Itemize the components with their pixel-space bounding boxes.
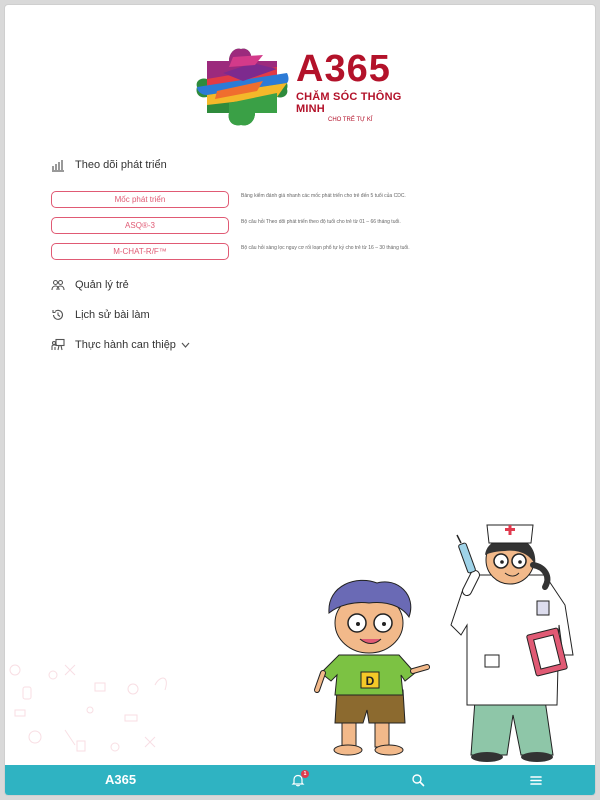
notification-badge: 1 xyxy=(301,770,309,778)
history-icon xyxy=(51,308,65,322)
bottom-navigation-bar xyxy=(5,765,596,795)
development-submenu xyxy=(51,191,571,269)
asq3-button[interactable]: ASQ®-3 xyxy=(51,217,229,234)
menu-label-development: Theo dõi phát triển xyxy=(75,159,167,171)
logo-text xyxy=(296,49,418,123)
menu-item-practice[interactable] xyxy=(51,335,571,355)
brand-subtagline: CHO TRẺ TỰ KỈ xyxy=(328,117,373,123)
menu-item-history[interactable] xyxy=(51,305,571,325)
search-icon[interactable] xyxy=(411,773,425,787)
mchat-description: Bộ câu hỏi sàng lọc nguy cơ rối loạn phổ tự kỷ cho trẻ từ 16 – 30 tháng tuổi. xyxy=(241,245,410,251)
bottom-bar-brand[interactable]: A365 xyxy=(105,772,137,787)
bell-icon[interactable] xyxy=(291,773,305,787)
submenu-row xyxy=(51,191,571,217)
asq3-description: Bộ câu hỏi Theo dõi phát triển theo độ tuổi cho trẻ từ 01 – 66 tháng tuổi. xyxy=(241,219,401,225)
app-logo xyxy=(193,33,418,129)
brand-tagline: CHĂM SÓC THÔNG MINH xyxy=(296,91,402,115)
doctor-figure xyxy=(451,525,573,762)
submenu-row xyxy=(51,243,571,269)
menu-item-children[interactable] xyxy=(51,275,571,295)
svg-text:D: D xyxy=(365,674,375,688)
main-menu xyxy=(51,155,571,355)
teaching-icon xyxy=(51,338,65,352)
child-figure xyxy=(317,580,427,755)
page xyxy=(4,4,596,796)
menu-label-children: Quản lý trẻ xyxy=(75,279,129,291)
menu-label-practice: Thực hành can thiệp xyxy=(75,339,176,351)
users-icon xyxy=(51,278,65,292)
bar-chart-icon xyxy=(51,158,65,172)
submenu-row xyxy=(51,217,571,243)
puzzle-logo-icon xyxy=(193,33,291,129)
brand-name: A365 xyxy=(296,48,391,90)
medical-doodles-icon xyxy=(10,665,166,751)
milestones-description: Bảng kiểm đánh giá nhanh các mốc phát triển cho trẻ đến 5 tuổi của CDC. xyxy=(241,193,406,199)
menu-label-history: Lịch sử bài làm xyxy=(75,309,150,321)
doctor-and-child-illustration xyxy=(5,505,596,767)
menu-item-development[interactable] xyxy=(51,155,571,175)
mchat-button[interactable]: M-CHAT-R/F™ xyxy=(51,243,229,260)
chevron-down-icon[interactable] xyxy=(181,340,190,350)
milestones-button[interactable]: Mốc phát triển xyxy=(51,191,229,208)
hamburger-menu-icon[interactable] xyxy=(529,773,543,787)
